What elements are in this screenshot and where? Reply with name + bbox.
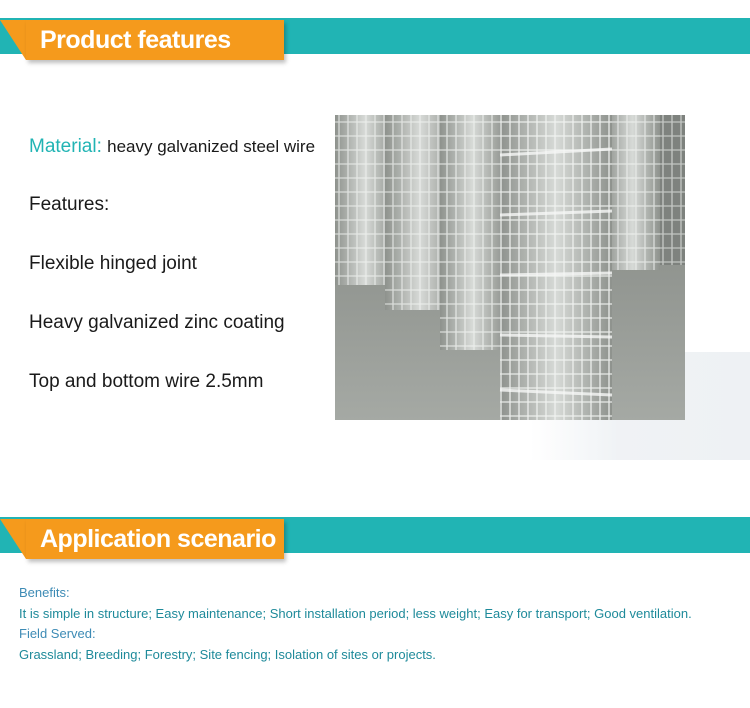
feature-item: Top and bottom wire 2.5mm: [29, 371, 264, 392]
section-title: Product features: [40, 26, 231, 54]
features-label: Features:: [29, 194, 110, 215]
benefits-text: It is simple in structure; Easy maintenance; Short installation period; less weight; Easy for transport; Good ventilation.: [19, 605, 692, 621]
feature-item: Flexible hinged joint: [29, 253, 197, 274]
product-photo: [335, 115, 685, 420]
field-served-text: Grassland; Breeding; Forestry; Site fencing; Isolation of sites or projects.: [19, 646, 436, 662]
section-banner-product-features: [0, 10, 750, 70]
application-details: [19, 583, 747, 665]
field-served-label: Field Served:: [19, 626, 96, 641]
section-banner-application: [0, 509, 750, 569]
feature-item: Heavy galvanized zinc coating: [29, 312, 285, 333]
material-row: [29, 136, 315, 158]
benefits-label: Benefits:: [19, 585, 70, 600]
material-label: Material:: [29, 136, 102, 157]
material-value: heavy galvanized steel wire: [107, 137, 316, 156]
section-title: Application scenario: [40, 525, 276, 553]
